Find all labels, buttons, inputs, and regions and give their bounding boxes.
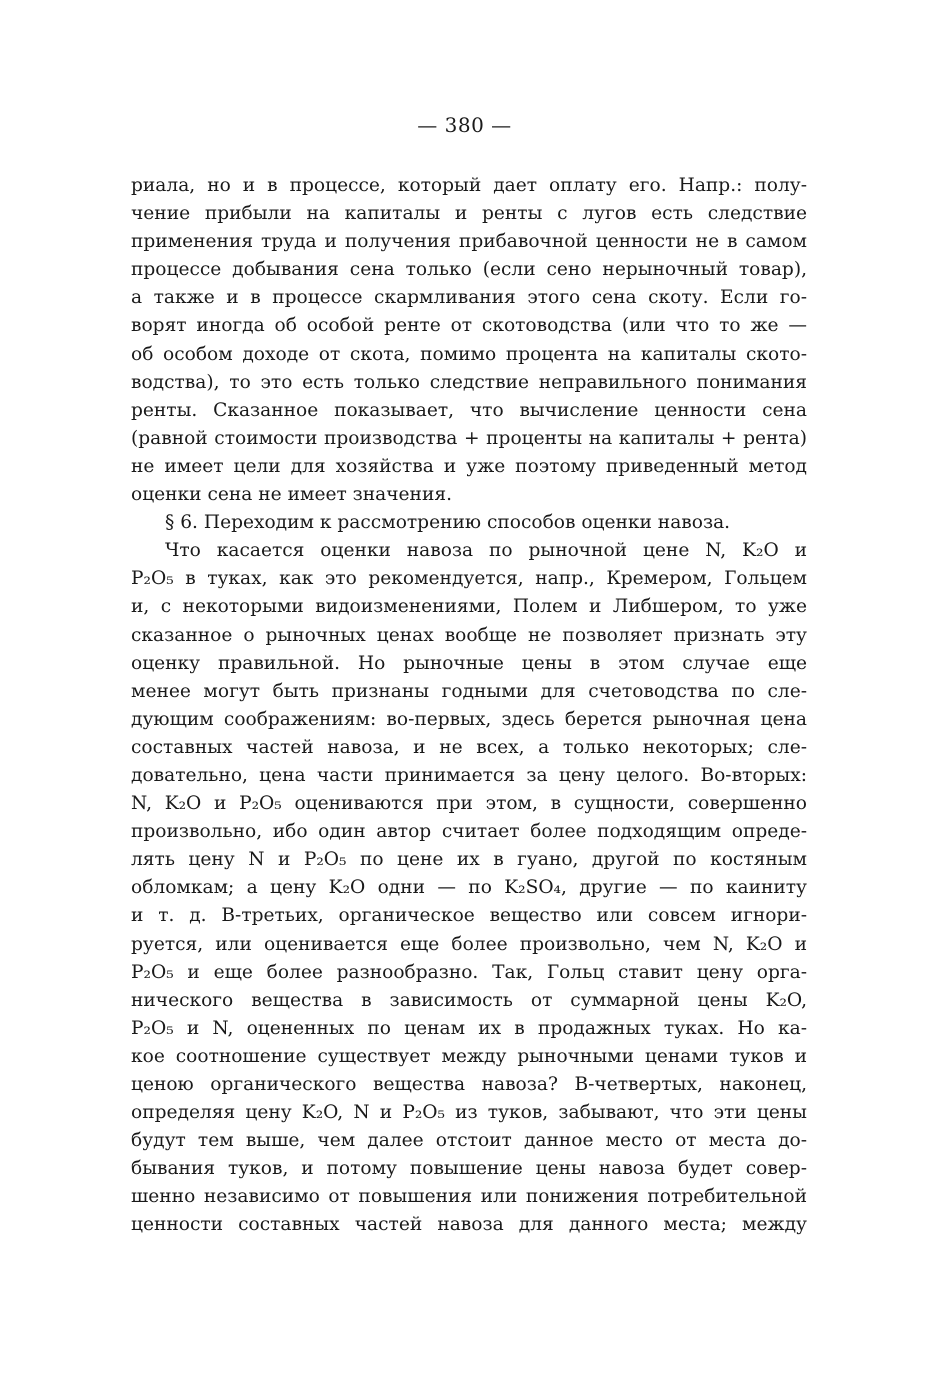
text-line: лять цену N и P₂O₅ по цене их в гуано, другой по костяным (131, 849, 807, 871)
text-line: и т. д. В-третьих, органическое вещество или совсем игнори- (131, 905, 807, 927)
text-line: будут тем выше, чем далее отстоит данное место от места до- (131, 1130, 807, 1152)
text-line: N, K₂O и P₂O₅ оцениваются при этом, в сущности, совершенно (131, 793, 807, 815)
text-line: обломкам; а цену K₂O одни — по K₂SO₄, другие — по каиниту (131, 877, 807, 899)
text-line: P₂O₅ в туках, как это рекомендуется, напр., Кремером, Гольцем (131, 568, 807, 590)
text-line: об особом доходе от скота, помимо процента на капиталы ското- (131, 343, 807, 365)
text-line: процессе добывания сена только (если сено нерыночный товар), (131, 259, 807, 281)
text-line: определяя цену K₂O, N и P₂O₅ из туков, забывают, что эти цены (131, 1102, 807, 1124)
text-line: не имеет цели для хозяйства и уже поэтому приведенный метод (131, 455, 807, 477)
text-line: ренты. Сказанное показывает, что вычисление ценности сена (131, 399, 807, 421)
text-line: чение прибыли на капиталы и ренты с лугов есть следствие (131, 203, 807, 225)
text-line: менее могут быть признаны годными для счетоводства по сле- (131, 680, 807, 702)
text-line: и, с некоторыми видоизменениями, Полем и Либшером, то уже (131, 596, 807, 618)
body-text (131, 172, 807, 1240)
text-line: P₂O₅ и еще более разнообразно. Так, Гольц ставит цену орга- (131, 961, 807, 983)
text-line: довательно, цена части принимается за цену целого. Во-вторых: (131, 764, 807, 786)
text-line: бывания туков, и потому повышение цены навоза будет совер- (131, 1158, 807, 1180)
text-line: а также и в процессе скармливания этого сена скоту. Если го- (131, 287, 807, 309)
text-line: дующим соображениям: во-первых, здесь берется рыночная цена (131, 708, 807, 730)
section-heading: § 6. Переходим к рассмотрению способов оценки навоза. (165, 512, 731, 534)
page-number: — 380 — (417, 113, 512, 137)
text-line: применения труда и получения прибавочной ценности не в самом (131, 231, 807, 253)
text-line: сказанное о рыночных ценах вообще не позволяет признать эту (131, 624, 807, 646)
text-line: шенно независимо от повышения или понижения потребительной (131, 1186, 807, 1208)
text-line: составных частей навоза, и не всех, а только некоторых; сле- (131, 736, 807, 758)
text-line: водства), то это есть только следствие неправильного понимания (131, 371, 807, 393)
text-line: руется, или оценивается еще более произвольно, чем N, K₂O и (131, 933, 807, 955)
text-line: нического вещества в зависимость от суммарной цены K₂O, (131, 989, 807, 1011)
text-line: оценку правильной. Но рыночные цены в этом случае еще (131, 652, 807, 674)
text-line: P₂O₅ и N, оцененных по ценам их в продажных туках. Но ка- (131, 1017, 807, 1039)
text-line: Что касается оценки навоза по рыночной цене N, K₂O и (165, 540, 807, 562)
text-line: кое соотношение существует между рыночными ценами туков и (131, 1045, 807, 1067)
text-line: риала, но и в процессе, который дает оплату его. Напр.: полу- (131, 175, 807, 196)
text-line: (равной стоимости производства + проценты на капиталы + рента) (131, 427, 807, 449)
text-line: ворят иногда об особой ренте от скотоводства (или что то же — (131, 315, 807, 337)
text-line: ценности составных частей навоза для данного места; между (131, 1214, 807, 1236)
text-line: оценки сена не имеет значения. (131, 484, 452, 506)
text-line: ценою органического вещества навоза? В-четвертых, наконец, (131, 1074, 807, 1095)
text-line: произвольно, ибо один автор считает более подходящим опреде- (131, 821, 807, 843)
